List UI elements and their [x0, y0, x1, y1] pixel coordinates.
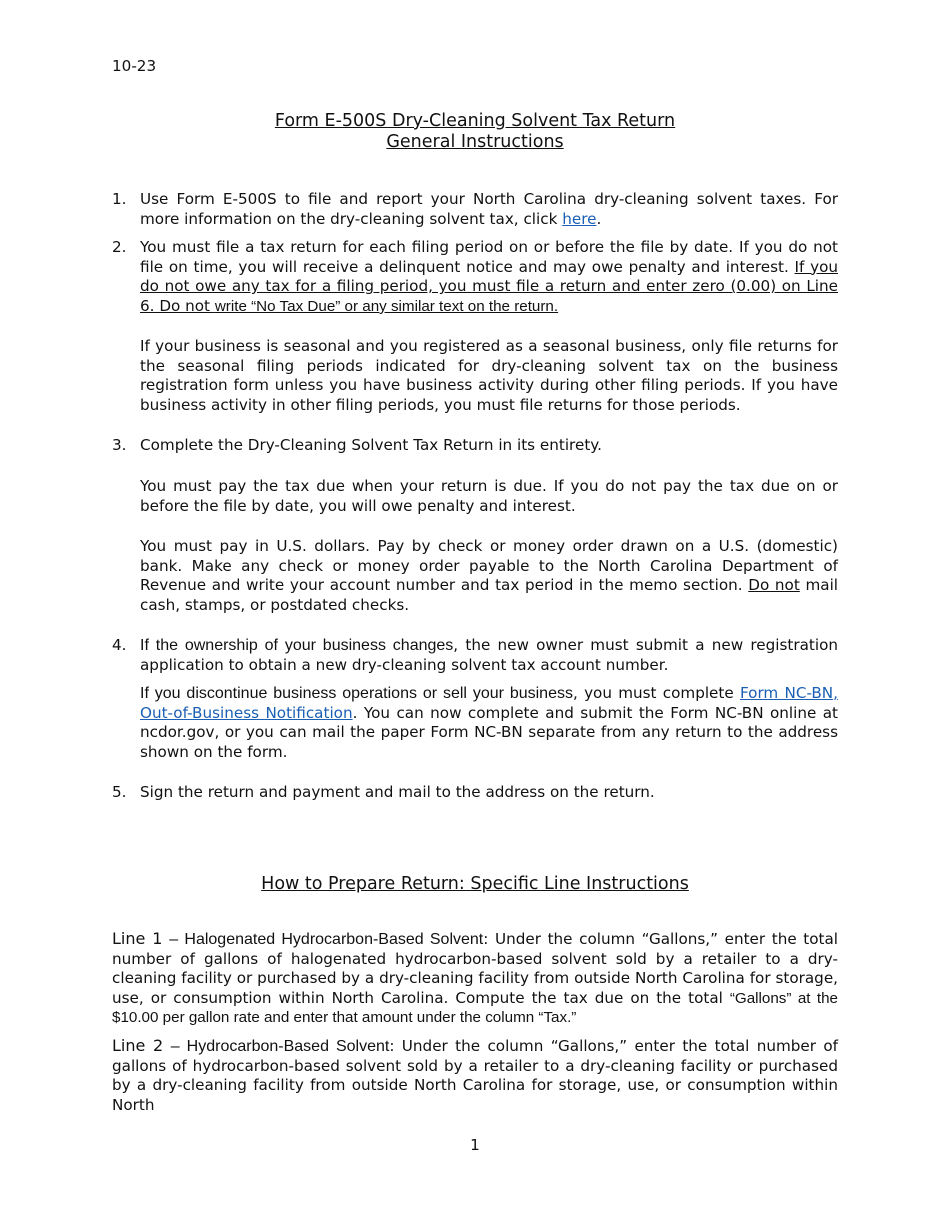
- instruction-item-4: [112, 636, 838, 675]
- instruction-item-1: [112, 190, 838, 229]
- instruction-item-3: [112, 436, 838, 456]
- instruction-item-5: [112, 783, 838, 803]
- form-title: Form E-500S Dry-Cleaning Solvent Tax Return: [274, 111, 676, 131]
- item-number: 1.: [112, 190, 127, 208]
- item-number: 3.: [112, 436, 127, 454]
- seasonal-business-paragraph: If your business is seasonal and you registered as a seasonal business, only file returns for the seasonal filing periods indicated for dry-cleaning solvent tax on the business registration form unless you have business activity during other filing periods. If you have business activity in other filing periods, you must file returns for those periods.: [140, 337, 838, 414]
- item-text: Sign the return and payment and mail to the address on the return.: [140, 783, 655, 801]
- page-number: 1: [470, 1136, 480, 1154]
- item-text: Use Form E-500S to file and report your North Carolina dry-cleaning solvent taxes. For more information on the dry-cleaning solvent tax, click here.: [140, 190, 838, 228]
- pay-usd-paragraph: You must pay in U.S. dollars. Pay by check or money order drawn on a U.S. (domestic) bank. Make any check or money order payable to the North Carolina Department of Revenue and write your account number and tax period in the memo section. Do not mail cash, stamps, or postdated checks.: [140, 537, 839, 614]
- line-2-instruction: Line 2 – Hydrocarbon-Based Solvent: Under the column “Gallons,” enter the total number of gallons of hydrocarbon-based solvent sold by a retailer to a dry-cleaning facility or purchased by a dry-cleaning facility from outside North Carolina for storage, use, or consumption within North: [112, 1036, 838, 1114]
- item-text: You must file a tax return for each filing period on or before the file by date. If you do not file on time, you will receive a delinquent notice and may owe penalty and interest. If you do not owe any tax for a filing period, you must file a return and enter zero (0.00) on Line 6. Do not write “No Tax Due” or any similar text on the return.: [140, 238, 838, 315]
- pay-due-paragraph: You must pay the tax due when your return is due. If you do not pay the tax due on or before the file by date, you will owe penalty and interest.: [140, 477, 838, 515]
- revision-date: 10-23: [112, 57, 157, 75]
- instruction-item-2: [112, 238, 838, 316]
- line-1-instruction: Line 1 – Halogenated Hydrocarbon-Based Solvent: Under the column “Gallons,” enter the total number of gallons of halogenated hydrocarbon-based solvent sold by a retailer to a dry-cleaning facility or purchased by a dry-cleaning facility from outside North Carolina for storage, use, or consumption within North Carolina. Compute the tax due on the total “Gallons” at the $10.00 per gallon rate and enter that amount under the column “Tax.”: [112, 929, 838, 1027]
- item-text: Complete the Dry-Cleaning Solvent Tax Return in its entirety.: [140, 436, 602, 454]
- item-number: 5.: [112, 783, 127, 801]
- general-instructions-heading: General Instructions: [386, 132, 564, 152]
- item-number: 2.: [112, 238, 127, 256]
- discontinue-business-paragraph: If you discontinue business operations or sell your business, you must complete Form NC-BN, Out-of-Business Notification. You can now complete and submit the Form NC-BN online at ncdor.gov, or you can mail the paper Form NC-BN separate from any return to the address shown on the form.: [140, 684, 838, 761]
- item-text: If the ownership of your business changes, the new owner must submit a new registration application to obtain a new dry-cleaning solvent tax account number.: [140, 636, 839, 674]
- zero-return-note: If you do not owe any tax for a filing period, you must file a return and enter zero (0.00) on Line 6. Do not: [140, 257, 838, 315]
- item-number: 4.: [112, 636, 127, 654]
- specific-instructions-heading: How to Prepare Return: Specific Line Instructions: [261, 874, 689, 894]
- form-nc-bn-link[interactable]: Form NC-BN, Out-of-Business Notification: [140, 684, 838, 722]
- here-link[interactable]: here: [562, 209, 597, 228]
- no-tax-due-note: write “No Tax Due” or any similar text on the return.: [214, 297, 559, 315]
